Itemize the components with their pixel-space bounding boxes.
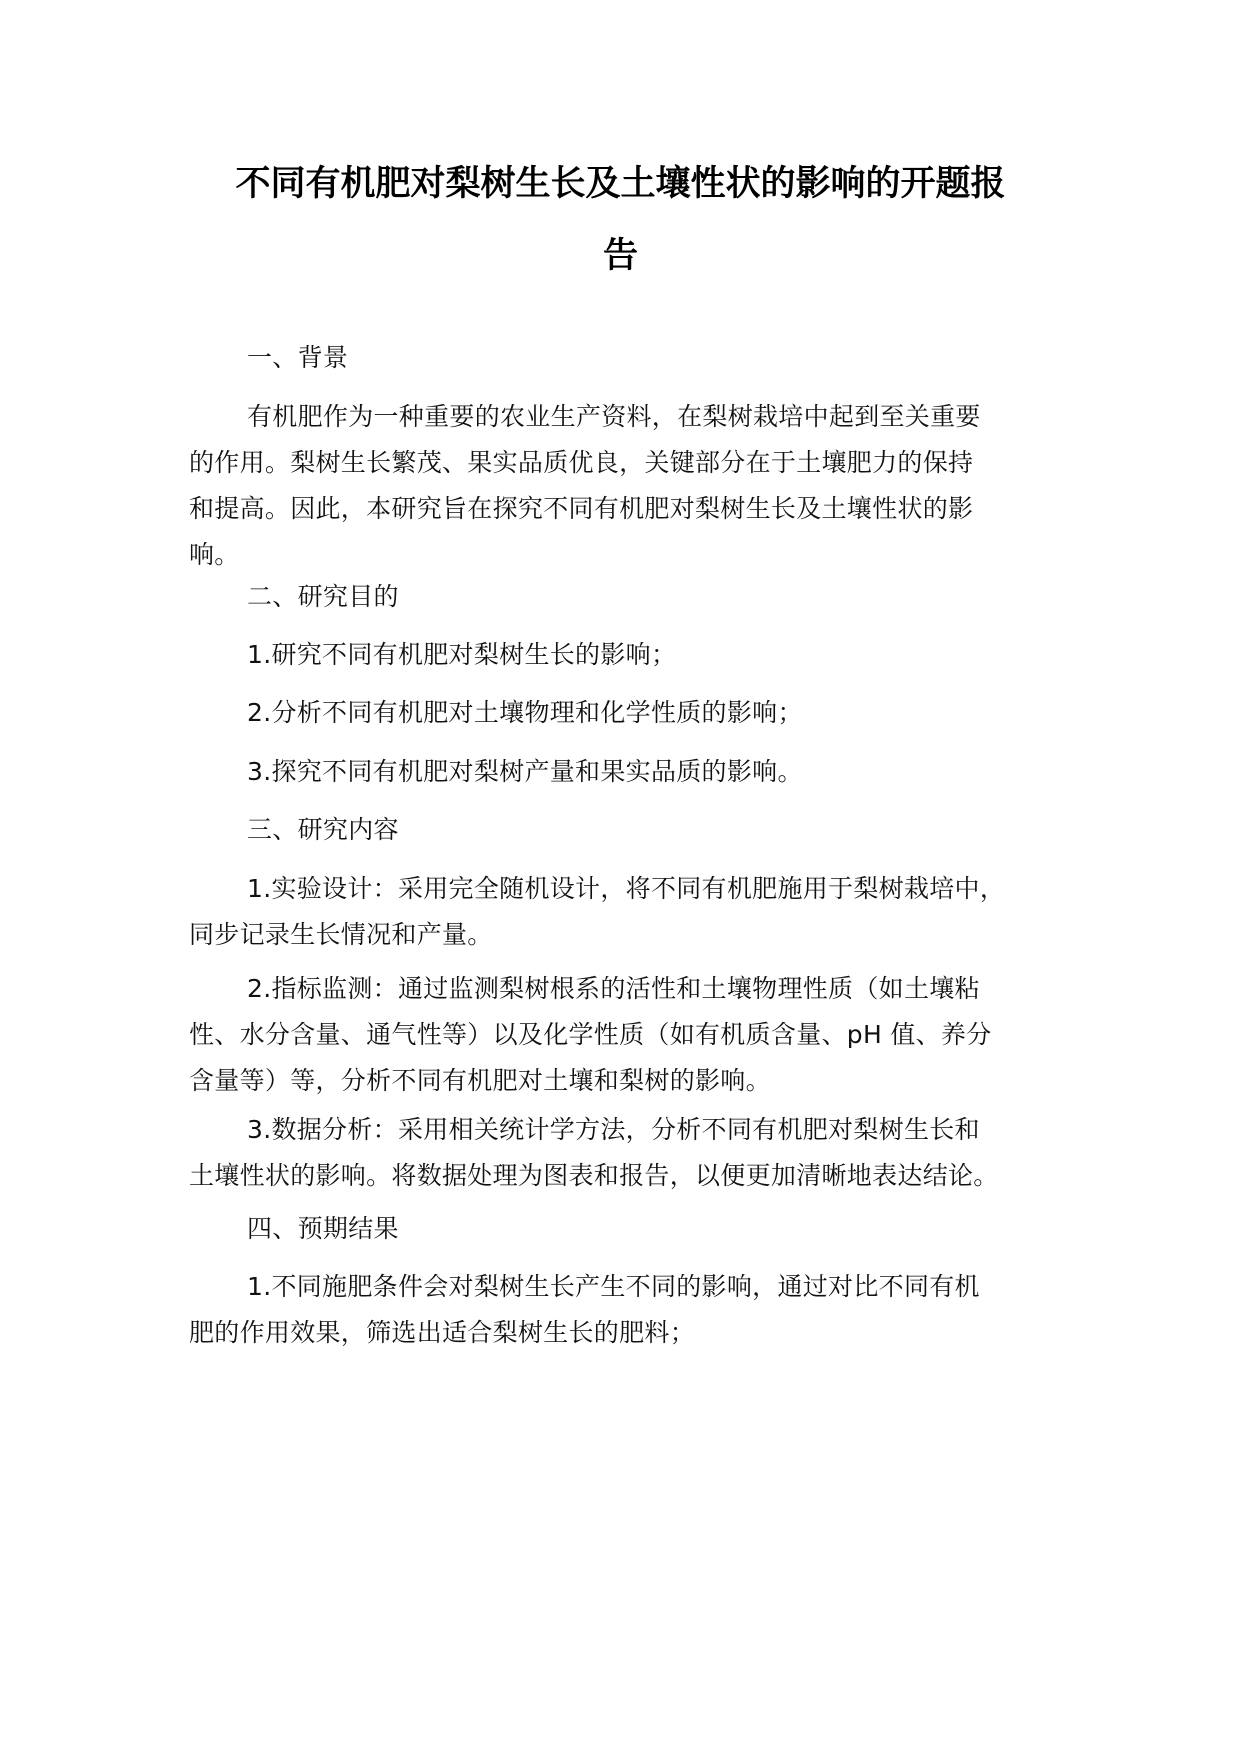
background-paragraph [189, 394, 1065, 578]
content-item-3 [189, 1107, 1065, 1199]
paragraph-line: 有机肥作为一种重要的农业生产资料，在梨树栽培中起到至关重要 [247, 402, 981, 431]
section-heading-results: 四、预期结果 [247, 1214, 399, 1243]
paragraph-line: 2.指标监测：通过监测梨树根系的活性和土壤物理性质（如土壤粘 [247, 974, 980, 1003]
content-item-1 [189, 866, 1065, 958]
section-heading-background: 一、背景 [247, 343, 349, 372]
content-item-2 [189, 966, 1065, 1104]
document-title-line-2: 告 [602, 236, 638, 276]
results-item-1 [189, 1264, 1065, 1356]
paragraph-line: 响。 [189, 540, 240, 569]
paragraph-line: 1.实验设计：采用完全随机设计，将不同有机肥施用于梨树栽培中， [247, 874, 1006, 903]
paragraph-line: 性、水分含量、通气性等）以及化学性质（如有机质含量、pH 值、养分 [189, 1020, 992, 1049]
paragraph-line: 含量等）等，分析不同有机肥对土壤和梨树的影响。 [189, 1066, 771, 1095]
purpose-item-2: 2.分析不同有机肥对土壤物理和化学性质的影响； [247, 698, 803, 727]
section-heading-content: 三、研究内容 [247, 815, 399, 844]
purpose-item-3: 3.探究不同有机肥对梨树产量和果实品质的影响。 [247, 757, 803, 786]
paragraph-line: 1.不同施肥条件会对梨树生长产生不同的影响，通过对比不同有机 [247, 1272, 980, 1301]
purpose-item-1: 1.研究不同有机肥对梨树生长的影响； [247, 640, 677, 669]
section-heading-purpose: 二、研究目的 [247, 582, 399, 611]
document-title-line-1: 不同有机肥对梨树生长及土壤性状的影响的开题报 [235, 164, 1006, 204]
paragraph-line: 土壤性状的影响。将数据处理为图表和报告，以便更加清晰地表达结论。 [189, 1161, 999, 1190]
paragraph-line: 和提高。因此，本研究旨在探究不同有机肥对梨树生长及土壤性状的影 [189, 494, 974, 523]
paragraph-line: 3.数据分析：采用相关统计学方法，分析不同有机肥对梨树生长和 [247, 1115, 980, 1144]
paragraph-line: 同步记录生长情况和产量。 [189, 920, 493, 949]
paragraph-line: 的作用。梨树生长繁茂、果实品质优良，关键部分在于土壤肥力的保持 [189, 448, 974, 477]
paragraph-line: 肥的作用效果，筛选出适合梨树生长的肥料； [189, 1318, 696, 1347]
